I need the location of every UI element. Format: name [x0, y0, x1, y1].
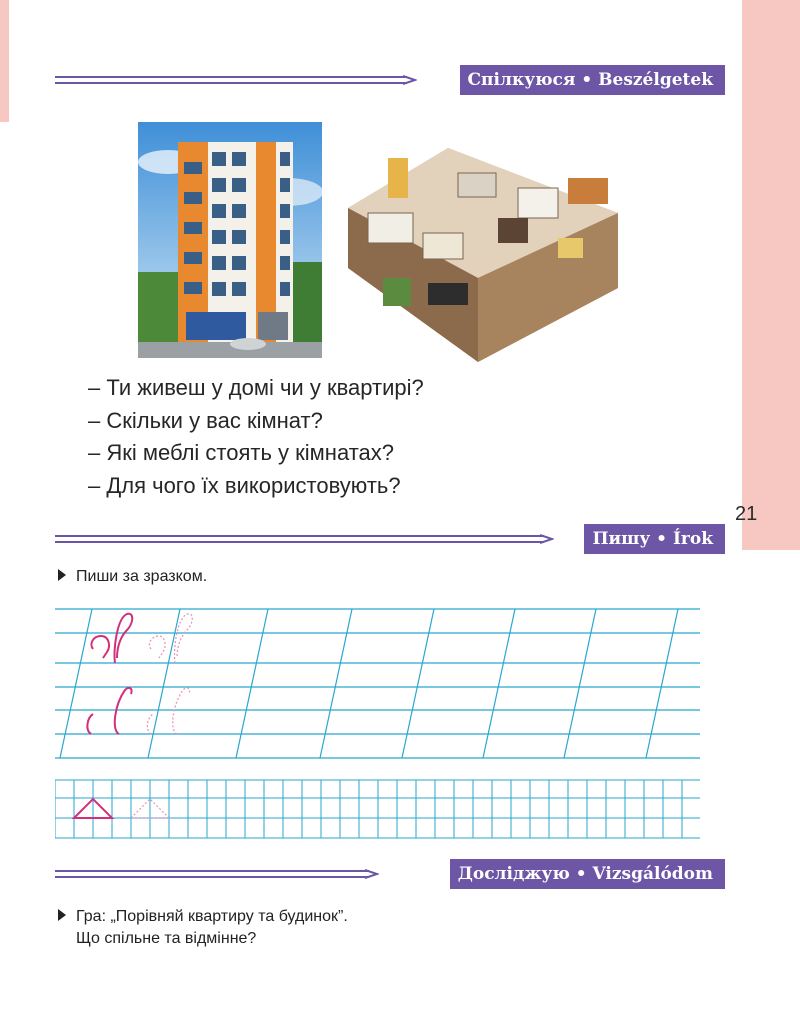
apartment-plan-image: [328, 118, 620, 364]
building-image: [138, 122, 322, 358]
game-instruction: [58, 906, 348, 950]
section-header-speaking: [55, 65, 725, 95]
section-title: Спілкуюся • Beszélgetek: [460, 65, 725, 95]
sample-letter-dotted: [173, 688, 190, 734]
section-title: Пишу • Írok: [584, 524, 725, 554]
section-title: Досліджую • Vizsgálódom: [450, 859, 725, 889]
sample-letter-dotted: [149, 636, 165, 658]
side-tab: [742, 0, 800, 550]
question-item: – Які меблі стоять у кімнатах?: [88, 440, 395, 465]
question-item: – Для чого їх використовують?: [88, 472, 401, 498]
question-list: [88, 372, 424, 502]
question-item: – Скільки у вас кімнат?: [88, 407, 323, 433]
handwriting-grid: [55, 606, 705, 766]
instruction-text: Пиши за зразком.: [76, 568, 208, 585]
sample-letter-dotted: [147, 714, 153, 734]
question-item: – Ти живеш у домі чи у квартирі?: [88, 375, 424, 400]
bullet-triangle-icon: [58, 569, 66, 581]
sample-letter-solid: [91, 636, 109, 658]
left-margin-mark: [0, 0, 9, 122]
game-line-2: Що спільне та відмінне?: [76, 930, 257, 947]
writing-instruction: [58, 566, 207, 588]
game-line-1: Гра: „Порівняй квартиру та будинок”.: [76, 908, 348, 925]
square-grid: [55, 778, 705, 840]
section-header-writing: [55, 524, 725, 554]
sample-letter-solid: [115, 614, 133, 663]
sample-letter-solid: [87, 714, 93, 734]
section-header-exploring: [55, 859, 725, 889]
page-number: 21: [735, 503, 758, 525]
sample-letter-solid: [115, 688, 132, 734]
bullet-triangle-icon: [58, 909, 66, 921]
